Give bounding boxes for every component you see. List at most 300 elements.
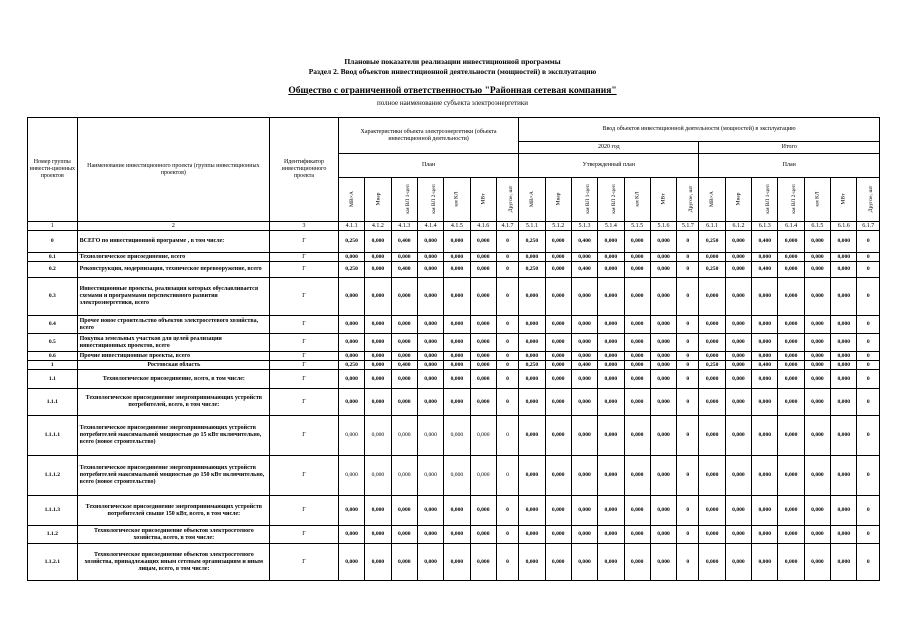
value-cell: 0,000 [571, 334, 597, 352]
table-row [28, 389, 880, 416]
header-approved-plan: Утвержденный план [519, 154, 699, 178]
unit-label: МВт [660, 193, 667, 205]
unit-label: км ВЛ 1-цеп [764, 184, 771, 214]
value-cell: 0,250 [338, 262, 364, 278]
project-name: Технологическое присоединение объектов электросетевого хозяйства, всего, в том числе: [77, 526, 269, 544]
value-cell: 0,000 [725, 361, 751, 370]
project-id: Г [270, 278, 339, 316]
value-cell: 0 [496, 231, 518, 253]
value-cell: 0,000 [417, 262, 443, 278]
value-cell: 0 [496, 316, 518, 334]
value-cell: 0,250 [338, 361, 364, 370]
value-cell: 0 [496, 370, 518, 389]
value-cell: 0,000 [391, 334, 417, 352]
value-cell: 0,000 [470, 253, 496, 262]
value-cell: 0,000 [365, 231, 391, 253]
value-cell: 0,250 [338, 231, 364, 253]
project-name: Технологическое присоединение объектов электросетевого хозяйства, принадлежащих иным сетевым организациям и иным лицам, всего, в том числе: [77, 544, 269, 581]
value-cell: 0,000 [444, 231, 470, 253]
value-cell: 0,000 [417, 334, 443, 352]
value-cell: 0 [496, 544, 518, 581]
value-cell: 0,000 [545, 361, 571, 370]
value-cell: 0,000 [338, 526, 364, 544]
table-row [28, 352, 880, 361]
unit-label: Мвар [555, 192, 562, 206]
value-cell: 0,000 [598, 416, 624, 456]
value-cell: 0,000 [752, 370, 778, 389]
project-id: Г [270, 526, 339, 544]
value-cell: 0 [857, 231, 880, 253]
value-cell: 0,000 [778, 262, 804, 278]
column-code: 6.1.5 [804, 222, 830, 231]
value-cell: 0,000 [338, 370, 364, 389]
project-id: Г [270, 389, 339, 416]
value-cell: 0,000 [444, 278, 470, 316]
value-cell: 0,000 [699, 496, 725, 526]
value-cell: 0,000 [365, 352, 391, 361]
value-cell: 0,000 [391, 352, 417, 361]
value-cell: 0,000 [725, 231, 751, 253]
value-cell: 0,000 [650, 262, 676, 278]
value-cell: 0 [677, 361, 699, 370]
unit-label: км ВЛ 2-цеп [610, 184, 617, 214]
unit-label: МВт [480, 193, 487, 205]
column-code: 4.1.6 [470, 222, 496, 231]
value-cell: 0,000 [752, 253, 778, 262]
project-id: Г [270, 352, 339, 361]
value-cell: 0,000 [725, 496, 751, 526]
project-name: Реконструкция, модернизация, техническое перевооружение, всего [77, 262, 269, 278]
value-cell: 0 [496, 334, 518, 352]
table-row [28, 316, 880, 334]
unit-label: км ВЛ 1-цеп [404, 184, 411, 214]
column-code: 4.1.2 [365, 222, 391, 231]
unit-label: МВ×А [528, 191, 535, 207]
value-cell: 0,000 [725, 334, 751, 352]
value-cell: 0,000 [365, 496, 391, 526]
value-cell: 0,000 [391, 526, 417, 544]
value-cell: 0 [496, 361, 518, 370]
table-row [28, 496, 880, 526]
value-cell: 0,000 [831, 231, 857, 253]
row-number: 1.1.2 [28, 526, 78, 544]
value-cell: 0,000 [338, 278, 364, 316]
value-cell: 0,000 [725, 389, 751, 416]
value-cell: 0 [496, 416, 518, 456]
value-cell: 0,000 [624, 361, 650, 370]
value-cell: 0,000 [699, 544, 725, 581]
unit-header [545, 178, 571, 222]
value-cell: 0,000 [545, 370, 571, 389]
project-name: Инвестиционные проекты, реализация которых обуславливается схемами и программами перспективного развития электроэнергетики, всего [77, 278, 269, 316]
value-cell: 0,000 [650, 253, 676, 262]
value-cell: 0 [496, 352, 518, 361]
column-number: 2 [77, 222, 269, 231]
row-number: 1.1 [28, 370, 78, 389]
value-cell: 0,000 [624, 316, 650, 334]
column-code: 6.1.2 [725, 222, 751, 231]
value-cell: 0,000 [571, 456, 597, 496]
header-plan-total: План [699, 154, 880, 178]
value-cell: 0,400 [391, 231, 417, 253]
value-cell: 0,000 [444, 416, 470, 456]
value-cell: 0,000 [338, 456, 364, 496]
value-cell: 0,000 [365, 389, 391, 416]
value-cell: 0,000 [831, 361, 857, 370]
unit-header [857, 178, 880, 222]
value-cell: 0,000 [444, 361, 470, 370]
value-cell: 0,000 [699, 352, 725, 361]
value-cell: 0,250 [519, 262, 545, 278]
value-cell: 0,000 [650, 361, 676, 370]
value-cell: 0,000 [650, 316, 676, 334]
unit-label: км КЛ [453, 191, 460, 207]
value-cell: 0,000 [804, 316, 830, 334]
project-id: Г [270, 262, 339, 278]
value-cell: 0,000 [444, 456, 470, 496]
column-number: 1 [28, 222, 78, 231]
value-cell: 0,000 [444, 389, 470, 416]
value-cell: 0,000 [804, 526, 830, 544]
organization-name: Общество с ограниченной ответственностью "Районная сетевая компания" [288, 86, 617, 96]
header-group-number: Номер группы инвести-ционных проектов [28, 118, 78, 222]
unit-header [752, 178, 778, 222]
value-cell: 0 [677, 526, 699, 544]
value-cell: 0,000 [545, 278, 571, 316]
project-id: Г [270, 231, 339, 253]
value-cell: 0,000 [417, 253, 443, 262]
value-cell: 0,000 [752, 416, 778, 456]
value-cell: 0,000 [417, 526, 443, 544]
value-cell: 0,000 [571, 544, 597, 581]
column-code: 5.1.4 [598, 222, 624, 231]
value-cell: 0,000 [545, 352, 571, 361]
value-cell: 0,000 [804, 278, 830, 316]
value-cell: 0,000 [650, 334, 676, 352]
value-cell: 0,000 [519, 544, 545, 581]
value-cell: 0,000 [391, 496, 417, 526]
value-cell: 0,000 [804, 544, 830, 581]
value-cell: 0,000 [804, 361, 830, 370]
unit-header [365, 178, 391, 222]
row-number: 0.2 [28, 262, 78, 278]
value-cell: 0,000 [804, 389, 830, 416]
value-cell: 0 [857, 456, 880, 496]
value-cell: 0,000 [650, 526, 676, 544]
value-cell: 0,000 [545, 389, 571, 416]
value-cell: 0,000 [338, 334, 364, 352]
project-name: Технологическое присоединение энергопринимающих устройств потребителей максимальной мощностью до 15 кВт включительно, всего (новое строительство) [77, 416, 269, 456]
value-cell: 0,000 [699, 253, 725, 262]
row-number: 1.1.1.2 [28, 456, 78, 496]
value-cell: 0 [496, 526, 518, 544]
unit-header [391, 178, 417, 222]
value-cell: 0,000 [778, 361, 804, 370]
value-cell: 0 [677, 231, 699, 253]
table-row [28, 231, 880, 253]
value-cell: 0,000 [391, 253, 417, 262]
value-cell: 0,000 [444, 334, 470, 352]
value-cell: 0,000 [650, 456, 676, 496]
project-name: Технологическое присоединение, всего, в том числе: [77, 370, 269, 389]
value-cell: 0,000 [519, 370, 545, 389]
value-cell: 0,000 [391, 416, 417, 456]
project-id: Г [270, 316, 339, 334]
value-cell: 0,000 [831, 496, 857, 526]
value-cell: 0,000 [417, 416, 443, 456]
value-cell: 0,000 [598, 334, 624, 352]
value-cell: 0,000 [545, 496, 571, 526]
value-cell: 0 [496, 262, 518, 278]
column-number: 3 [270, 222, 339, 231]
value-cell: 0 [677, 496, 699, 526]
section-title: Раздел 2. Ввод объектов инвестиционной деятельности (мощностей) в эксплуатацию [308, 67, 597, 76]
value-cell: 0,000 [804, 496, 830, 526]
value-cell: 0,400 [571, 231, 597, 253]
value-cell: 0,000 [804, 352, 830, 361]
value-cell: 0,000 [365, 253, 391, 262]
column-code: 4.1.4 [417, 222, 443, 231]
value-cell: 0,400 [752, 262, 778, 278]
row-number: 0.4 [28, 316, 78, 334]
value-cell: 0,400 [391, 262, 417, 278]
row-number: 1.1.2.1 [28, 544, 78, 581]
value-cell: 0,000 [545, 416, 571, 456]
value-cell: 0,000 [417, 361, 443, 370]
value-cell: 0,000 [519, 496, 545, 526]
value-cell: 0,000 [417, 231, 443, 253]
value-cell: 0,000 [778, 231, 804, 253]
unit-label: Другое, шт [508, 185, 515, 213]
value-cell: 0,000 [752, 352, 778, 361]
value-cell: 0,000 [417, 352, 443, 361]
table-row [28, 544, 880, 581]
value-cell: 0,000 [624, 456, 650, 496]
value-cell: 0,000 [778, 526, 804, 544]
header-plan: План [338, 154, 518, 178]
value-cell: 0,000 [470, 416, 496, 456]
value-cell: 0,000 [804, 262, 830, 278]
column-code: 4.1.3 [391, 222, 417, 231]
value-cell: 0,000 [444, 253, 470, 262]
row-number: 0.1 [28, 253, 78, 262]
project-id: Г [270, 361, 339, 370]
unit-label: Мвар [735, 192, 742, 206]
value-cell: 0,000 [519, 352, 545, 361]
value-cell: 0,000 [598, 361, 624, 370]
unit-header [699, 178, 725, 222]
value-cell: 0 [857, 361, 880, 370]
value-cell: 0,000 [725, 316, 751, 334]
value-cell: 0 [496, 496, 518, 526]
value-cell: 0,000 [804, 416, 830, 456]
row-number: 1 [28, 361, 78, 370]
value-cell: 0,000 [519, 278, 545, 316]
table-row [28, 416, 880, 456]
project-id: Г [270, 496, 339, 526]
value-cell: 0,000 [519, 456, 545, 496]
value-cell: 0,000 [752, 456, 778, 496]
value-cell: 0,000 [650, 496, 676, 526]
value-cell: 0,000 [598, 352, 624, 361]
unit-header [677, 178, 699, 222]
unit-header [519, 178, 545, 222]
value-cell: 0,000 [598, 526, 624, 544]
value-cell: 0,000 [571, 278, 597, 316]
value-cell: 0,000 [650, 544, 676, 581]
value-cell: 0,000 [444, 352, 470, 361]
value-cell: 0,000 [752, 389, 778, 416]
value-cell: 0 [857, 352, 880, 361]
project-name: Ростовская область [77, 361, 269, 370]
unit-label: Другое, шт [688, 185, 695, 213]
value-cell: 0,000 [831, 278, 857, 316]
project-name: Покупка земельных участков для целей реализации инвестиционных проектов, всего [77, 334, 269, 352]
project-id: Г [270, 456, 339, 496]
value-cell: 0 [496, 456, 518, 496]
value-cell: 0 [857, 416, 880, 456]
value-cell: 0,000 [725, 416, 751, 456]
unit-header [470, 178, 496, 222]
value-cell: 0,000 [598, 456, 624, 496]
value-cell: 0,250 [519, 361, 545, 370]
column-code: 5.1.5 [624, 222, 650, 231]
value-cell: 0,400 [752, 361, 778, 370]
value-cell: 0,000 [571, 416, 597, 456]
value-cell: 0,000 [571, 352, 597, 361]
value-cell: 0,000 [699, 316, 725, 334]
value-cell: 0,000 [831, 334, 857, 352]
row-number: 1.1.1.3 [28, 496, 78, 526]
project-name: Технологическое присоединение энергопринимающих устройств потребителей максимальной мощностью до 150 кВт включительно, всего (новое строительство) [77, 456, 269, 496]
project-id: Г [270, 370, 339, 389]
value-cell: 0,000 [338, 253, 364, 262]
value-cell: 0 [677, 544, 699, 581]
table-row [28, 361, 880, 370]
value-cell: 0,000 [391, 370, 417, 389]
value-cell: 0,000 [470, 316, 496, 334]
unit-header [444, 178, 470, 222]
table-row [28, 334, 880, 352]
value-cell: 0,000 [778, 544, 804, 581]
value-cell: 0,000 [699, 389, 725, 416]
value-cell: 0,000 [831, 416, 857, 456]
value-cell: 0,000 [391, 544, 417, 581]
value-cell: 0,000 [804, 334, 830, 352]
value-cell: 0,000 [470, 496, 496, 526]
column-code: 6.1.6 [831, 222, 857, 231]
value-cell: 0 [496, 278, 518, 316]
row-number: 1.1.1.1 [28, 416, 78, 456]
value-cell: 0,400 [391, 361, 417, 370]
value-cell: 0,000 [545, 334, 571, 352]
value-cell: 0,000 [338, 389, 364, 416]
value-cell: 0 [677, 262, 699, 278]
value-cell: 0,000 [778, 253, 804, 262]
unit-label: км ВЛ 1-цеп [584, 184, 591, 214]
value-cell: 0,000 [699, 370, 725, 389]
value-cell: 0,000 [470, 370, 496, 389]
value-cell: 0,000 [725, 262, 751, 278]
column-code: 5.1.7 [677, 222, 699, 231]
value-cell: 0,000 [650, 352, 676, 361]
value-cell: 0 [857, 370, 880, 389]
unit-header [417, 178, 443, 222]
value-cell: 0,000 [470, 544, 496, 581]
value-cell: 0,000 [598, 389, 624, 416]
value-cell: 0,000 [725, 253, 751, 262]
value-cell: 0,000 [391, 278, 417, 316]
table-row [28, 456, 880, 496]
value-cell: 0 [857, 544, 880, 581]
value-cell: 0,000 [598, 231, 624, 253]
value-cell: 0,000 [391, 456, 417, 496]
value-cell: 0,000 [470, 334, 496, 352]
column-code: 5.1.2 [545, 222, 571, 231]
value-cell: 0,000 [831, 253, 857, 262]
value-cell: 0 [496, 389, 518, 416]
value-cell: 0,000 [831, 370, 857, 389]
value-cell: 0,000 [545, 456, 571, 496]
column-code: 4.1.5 [444, 222, 470, 231]
value-cell: 0,000 [519, 253, 545, 262]
value-cell: 0,000 [338, 416, 364, 456]
unit-label: МВ×А [348, 191, 355, 207]
column-code: 6.1.4 [778, 222, 804, 231]
value-cell: 0,400 [571, 262, 597, 278]
unit-header [778, 178, 804, 222]
value-cell: 0,000 [725, 526, 751, 544]
value-cell: 0,000 [699, 416, 725, 456]
header-total: Итого [699, 142, 880, 154]
unit-header [650, 178, 676, 222]
column-code: 6.1.1 [699, 222, 725, 231]
value-cell: 0,000 [598, 316, 624, 334]
value-cell: 0,000 [598, 278, 624, 316]
value-cell: 0,000 [725, 370, 751, 389]
value-cell: 0,000 [571, 253, 597, 262]
value-cell: 0,000 [444, 496, 470, 526]
value-cell: 0,000 [831, 456, 857, 496]
value-cell: 0,000 [519, 416, 545, 456]
value-cell: 0,000 [699, 456, 725, 496]
row-number: 0.3 [28, 278, 78, 316]
value-cell: 0,000 [598, 370, 624, 389]
value-cell: 0,000 [444, 316, 470, 334]
value-cell: 0 [857, 278, 880, 316]
value-cell: 0,000 [365, 361, 391, 370]
value-cell: 0,400 [571, 361, 597, 370]
value-cell: 0,000 [778, 416, 804, 456]
value-cell: 0,000 [778, 316, 804, 334]
header-commissioning: Ввод объектов инвестиционной деятельности (мощностей) в эксплуатацию [519, 118, 880, 142]
value-cell: 0,000 [519, 526, 545, 544]
value-cell: 0,000 [752, 544, 778, 581]
value-cell: 0,000 [752, 496, 778, 526]
value-cell: 0,000 [470, 352, 496, 361]
value-cell: 0,000 [545, 253, 571, 262]
column-code: 6.1.3 [752, 222, 778, 231]
value-cell: 0,000 [519, 334, 545, 352]
value-cell: 0,000 [365, 278, 391, 316]
value-cell: 0,000 [417, 370, 443, 389]
unit-label: Другое, шт [868, 185, 875, 213]
value-cell: 0,000 [699, 526, 725, 544]
value-cell: 0,000 [778, 456, 804, 496]
value-cell: 0,000 [365, 334, 391, 352]
project-id: Г [270, 416, 339, 456]
value-cell: 0,000 [571, 316, 597, 334]
